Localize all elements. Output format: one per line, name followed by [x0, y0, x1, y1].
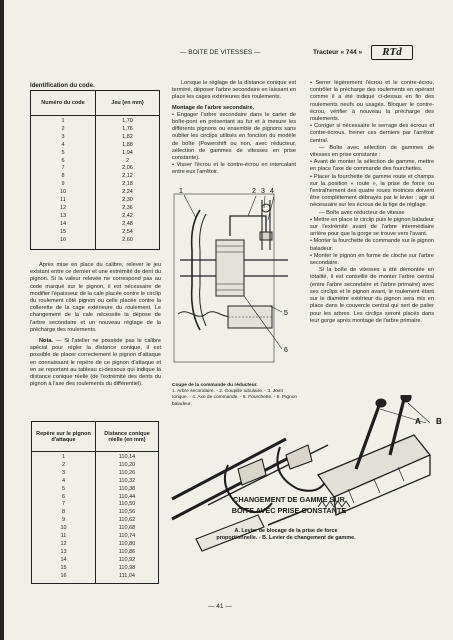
table-cell: 3 — [61, 469, 66, 476]
instruction-item: • Monter la fourchette de commande sur le pignon baladeur. — [310, 238, 434, 252]
table-cell: 13 — [60, 548, 67, 555]
table-cell: 8 — [61, 173, 65, 180]
table-cell: 16 — [59, 236, 67, 243]
table-cell: 1 — [61, 118, 65, 124]
table-cell: 2 — [61, 461, 66, 468]
reducer-caption-title: Coupe de la commande du réducteur. — [172, 383, 258, 388]
bevel-distance-header: Distance conique réelle (en mm) — [96, 422, 159, 452]
table-cell: 2,18 — [122, 181, 133, 188]
diagram-label-3: 3 — [261, 188, 265, 195]
table-cell: 110,62 — [118, 517, 136, 524]
table-cell: 10 — [59, 189, 67, 196]
diagram-label-6: 6 — [284, 347, 288, 354]
instruction-item: • Corriger si nécessaire le serrage des écrous et contre-écrous, freiner ces derniers par l'arrêtoir central. — [310, 123, 434, 144]
instruction-item: Si la boîte de vitesses a été démontée en totalité, il est conseillé de monter l'arbre central (entre l'arbre secondaire et l'arbre primaire) avec ses circlips et le pignon avant, le roulement étant sur le diamètre extérieur du pignon sera mis en place dans le couvercle central qui sert de palier pour les arbres. Les circlips seront placés dans leur gorge après montage de l'arbre primaire. — [310, 267, 434, 324]
bevel-table-header — [32, 422, 159, 452]
table-cell: 1,88 — [122, 141, 133, 148]
table-cell: 5 — [61, 149, 65, 156]
clearance-header: Jeu (en mm) — [96, 91, 160, 116]
instruction-item: • Avant de monter la sélection de gamme, mettre en place l'axe de commande des fourchettes. — [310, 159, 434, 173]
table-cell: 2,48 — [122, 220, 133, 227]
table-cell: 6 — [61, 157, 65, 164]
table-cell: 6 — [61, 493, 66, 500]
reducer-caption-text: 1. Arbre secondaire. - 2. Goupille tubulaire. - 3. Joint torique. - 4. Axe de commande. - 5. Fourchette. - 6. Pignon baladeur. — [172, 389, 298, 407]
engage-paragraph: • Engager l'arbre secondaire dans le carter de boîte-pont en présentant au fur et à mesure les différents pignons ou ensemble de pignons sans oublier les circlips utilisés en fonction du modèle de boîte (Powershift ou non, avec réducteur, sélection de gammes de vitesses en prise constante). — [172, 111, 296, 162]
table-cell: 110,92 — [118, 556, 136, 563]
table-cell: 2,36 — [122, 204, 133, 211]
table-cell: 2,60 — [122, 236, 133, 243]
table-cell: 15 — [60, 564, 67, 571]
table-cell: 2,54 — [122, 228, 133, 235]
lever-a-label: A — [415, 417, 421, 426]
rtd-logo: RTd — [371, 45, 413, 60]
table-cell: 110,50 — [118, 501, 136, 508]
table-cell: 1,70 — [122, 118, 133, 124]
pinion-mark-column — [32, 452, 96, 584]
code-number-column — [31, 116, 96, 250]
table-cell: 9 — [61, 517, 66, 524]
bevel-distance-table — [31, 421, 159, 584]
nota-paragraph — [30, 338, 161, 388]
table-cell: 11 — [60, 533, 67, 540]
bevel-table-body — [32, 452, 159, 584]
instruction-item: • Mettre en place le circlip puis le pignon baladeur sur l'extrémité avant de l'arbre intermédiaire arrière pour que la gorge se trouve vers l'avant. — [310, 216, 434, 238]
table-cell: 14 — [59, 220, 67, 227]
table-cell: 7 — [61, 165, 65, 172]
screw-paragraph: • Visser l'écrou et le contre-écrou en intercalant entre eux l'arrêtoir. — [172, 162, 296, 176]
table-cell: 5 — [61, 485, 66, 492]
nota-label: Nota. — [39, 338, 53, 345]
removal-paragraph: Lorsque le réglage de la distance conique est terminé, déposer l'arbre secondaire en laissant en place les cages extérieures des roulements. — [172, 80, 296, 101]
table-cell: 13 — [59, 212, 67, 219]
code-number-header: Numéro du code — [31, 91, 96, 116]
table-cell: 2,06 — [122, 165, 133, 172]
table-cell: 111,04 — [118, 572, 135, 579]
pinion-mark-header: Repère sur le pignon d'attaque — [32, 422, 96, 452]
table-cell: 14 — [60, 556, 67, 563]
table-cell: 110,14 — [118, 454, 136, 460]
table-cell: 9 — [61, 181, 65, 188]
table-cell: 2,42 — [122, 212, 133, 219]
table-cell: 2 — [125, 157, 130, 164]
binding-edge — [0, 0, 4, 640]
code-table — [30, 90, 160, 250]
bevel-distance-column — [96, 452, 159, 584]
table-cell: 1 — [61, 454, 66, 460]
tractor-label: Tracteur « 744 » — [313, 49, 363, 56]
table-cell: 110,68 — [118, 525, 136, 532]
table-cell: 12 — [60, 540, 67, 547]
table-cell: 1,94 — [122, 149, 133, 156]
table-cell: 110,86 — [118, 548, 136, 555]
code-table-body — [31, 116, 160, 250]
table-cell: 110,32 — [118, 477, 136, 484]
table-cell: 7 — [61, 501, 66, 508]
table-cell: 12 — [59, 204, 67, 211]
right-text-block — [310, 80, 434, 325]
code-identification-title: Identification du code. — [30, 82, 95, 89]
table-cell: 1,82 — [122, 133, 133, 140]
page-number: — 41 — — [208, 603, 232, 610]
section-header: — BOITE DE VITESSES — — [180, 49, 261, 56]
table-cell: 11 — [60, 197, 66, 204]
code-table-header — [31, 91, 160, 116]
table-cell: 110,74 — [118, 533, 136, 540]
table-cell: 15 — [59, 228, 67, 235]
table-cell: 3 — [61, 133, 65, 140]
left-text-block — [30, 262, 161, 388]
table-cell: 110,98 — [118, 564, 136, 571]
clearance-column — [96, 116, 160, 250]
table-cell: 4 — [61, 141, 65, 148]
mounting-heading: Montage de l'arbre secondaire. — [172, 104, 255, 111]
diagram-label-4: 4 — [270, 188, 274, 195]
table-cell: 10 — [60, 525, 67, 532]
table-cell: 4 — [61, 477, 66, 484]
instruction-item: • Monter le pignon en forme de cloche sur l'arbre secondaire. — [310, 252, 434, 267]
table-cell: 1,76 — [122, 125, 133, 132]
diagram-label-2: 2 — [252, 188, 256, 195]
table-cell: 110,80 — [118, 540, 136, 547]
instruction-item: • Serrer légèrement l'écrou et le contre-écrou, contrôler la précharge des roulements en opérant comme il a été indiqué ci-dessus en fin des roulements neufs ou usagés. Bloquer le contre-écrou, vérifier à nouveau la précharge des roulements. — [310, 80, 434, 123]
lever-b-label: B — [436, 417, 442, 426]
range-change-caption: A. Levier de blocage de la prise de force proportionnelle. - B. Levier de changement de gamme. — [216, 528, 356, 542]
table-cell: 110,56 — [118, 509, 136, 516]
middle-text-block — [172, 80, 296, 177]
table-cell: 110,26 — [118, 469, 136, 476]
table-cell: 16 — [60, 572, 67, 579]
table-cell: 2 — [61, 125, 65, 132]
table-cell: 110,44 — [118, 493, 136, 500]
table-cell: 2,30 — [122, 197, 133, 204]
calibre-paragraph: Après mise en place du calibre, relever le jeu existant entre ce dernier et une extrémité de dent du pignon. Si la valeur relevée ne correspond pas au code marqué sur le pignon, il est nécessaire de modifier l'épaisseur de la cale placée contre le circlip du roulement côté pignon ou celle placée contre la collerette de la cage extérieure du roulement. Le changement de la cale nécessite la dépose de l'arbre secondaire et un nouveau réglage de la précharge des roulements. — [30, 262, 161, 333]
instruction-item: • Placer la fourchette de gamme route et champs sur la position « route », la prise de force ou l'entraînement des quatre roues motrices doivent être complètement débrayés par le levier ; agir si nécessaire sur les écrous de la tige de réglage. — [310, 173, 434, 209]
instruction-item: — Boîte avec sélection de gammes de vitesses en prise constante : — [310, 144, 434, 159]
range-change-title: CHANGEMENT DE GAMME SUR BOITE AVEC PRISE CONSTANTE — [231, 495, 347, 515]
table-cell: 110,38 — [118, 485, 136, 492]
diagram-label-5: 5 — [284, 310, 288, 317]
table-cell: 2,12 — [122, 173, 133, 180]
nota-text: — Si l'atelier ne possède pas le calibre spécial pour régler la distance conique, il est possible de placer correctement le pignon d'attaque en connaissant le repère de ce pignon d'attaque et en se reportant au tableau ci-dessous qui indique la distance conique réelle (de l'extrémité des dents du pignon à l'axe des roulements du différentiel). — [30, 338, 161, 388]
diagram-label-1: 1 — [179, 188, 183, 195]
table-cell: 8 — [61, 509, 66, 516]
reducer-section-diagram — [170, 180, 300, 380]
table-cell: 110,20 — [118, 461, 136, 468]
instruction-item: — Boîte avec réducteur de vitesse — [319, 209, 405, 216]
table-cell: 2,24 — [122, 189, 133, 196]
